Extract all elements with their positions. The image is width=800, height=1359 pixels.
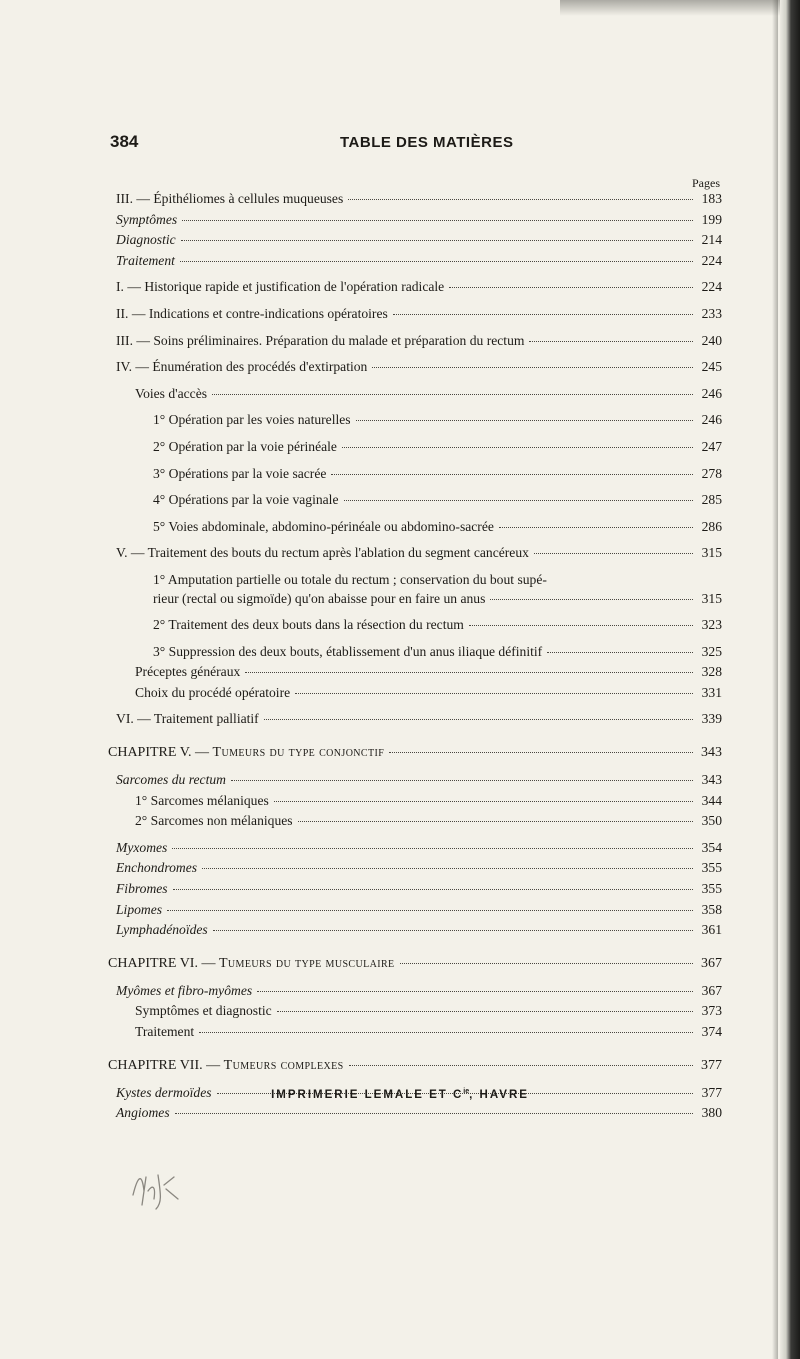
handwritten-mark — [128, 1155, 198, 1215]
page-edge-shadow — [772, 0, 778, 1359]
running-title: TABLE DES MATIÈRES — [340, 134, 514, 151]
toc-entry: Lipomes 358 — [116, 901, 722, 917]
toc-entry: 3° Opérations par la voie sacrée 278 — [153, 465, 722, 481]
toc-entry: 2° Traitement des deux bouts dans la résection du rectum 323 — [153, 617, 722, 633]
printer-imprint: IMPRIMERIE LEMALE ET $C^{ie}$, HAVRE — [271, 1088, 529, 1101]
table-of-contents — [108, 191, 722, 1121]
toc-entry: 1° Amputation partielle ou totale du rectum ; conservation du bout supé- rieur (rectal ou sigmoïde) qu'on abaisse pour en faire un anus 315 — [153, 571, 722, 606]
toc-chapter-entry: CHAPITRE V. — Tumeurs du type conjonctif 343 — [108, 745, 722, 761]
toc-entry: IV. — Énumération des procédés d'extirpation 245 — [116, 359, 722, 375]
pages-column-label: Pages — [692, 176, 720, 190]
toc-entry: Fibromes 355 — [116, 881, 722, 897]
toc-entry: Sarcomes du rectum 343 — [116, 772, 722, 788]
toc-entry: Symptômes et diagnostic 373 — [135, 1003, 722, 1019]
toc-entry: Angiomes 380 — [116, 1105, 722, 1121]
page-top-shadow — [560, 0, 780, 16]
toc-entry: I. — Historique rapide et justification de l'opération radicale 224 — [116, 279, 722, 295]
toc-entry: Choix du procédé opératoire 331 — [135, 684, 722, 700]
toc-entry: 3° Suppression des deux bouts, établissement d'un anus iliaque définitif 325 — [153, 643, 722, 659]
toc-entry: Traitement 374 — [135, 1024, 722, 1039]
toc-chapter-entry: CHAPITRE VI. — Tumeurs du type musculaire 367 — [108, 955, 722, 971]
toc-entry: 1° Opération par les voies naturelles 246 — [153, 412, 722, 428]
toc-entry: Myômes et fibro-myômes 367 — [116, 982, 722, 998]
toc-entry: Kystes dermoïdes 377 — [116, 1084, 722, 1100]
toc-entry: 1° Sarcomes mélaniques 344 — [135, 792, 722, 808]
toc-entry: Enchondromes 355 — [116, 860, 722, 876]
toc-entry: Myxomes 354 — [116, 839, 722, 855]
toc-entry: V. — Traitement des bouts du rectum après l'ablation du segment cancéreux 315 — [116, 545, 722, 561]
toc-chapter-entry: CHAPITRE VII. — Tumeurs complexes 377 — [108, 1057, 722, 1073]
page-header — [110, 132, 730, 154]
toc-entry: Voies d'accès 246 — [135, 385, 722, 401]
toc-entry: VI. — Traitement palliatif 339 — [116, 711, 722, 727]
toc-entry: Lymphadénoïdes 361 — [116, 922, 722, 938]
toc-entry: 5° Voies abdominale, abdomino-périnéale ou abdomino-sacrée 286 — [153, 518, 722, 534]
book-binding-edge — [780, 0, 800, 1359]
toc-entry: 2° Opération par la voie périnéale 247 — [153, 438, 722, 454]
toc-entry: 4° Opérations par la voie vaginale 285 — [153, 492, 722, 508]
toc-entry: Diagnostic 214 — [116, 232, 722, 248]
toc-entry: 2° Sarcomes non mélaniques 350 — [135, 813, 722, 829]
page-number: 384 — [110, 132, 139, 151]
toc-entry: Symptômes 199 — [116, 211, 722, 227]
toc-entry: III. — Soins préliminaires. Préparation du malade et préparation du rectum 240 — [116, 332, 722, 348]
toc-entry: II. — Indications et contre-indications opératoires 233 — [116, 305, 722, 321]
toc-entry: Préceptes généraux 328 — [135, 664, 722, 680]
toc-entry: III. — Épithéliomes à cellules muqueuses 183 — [116, 191, 722, 206]
toc-entry: Traitement 224 — [116, 252, 722, 268]
